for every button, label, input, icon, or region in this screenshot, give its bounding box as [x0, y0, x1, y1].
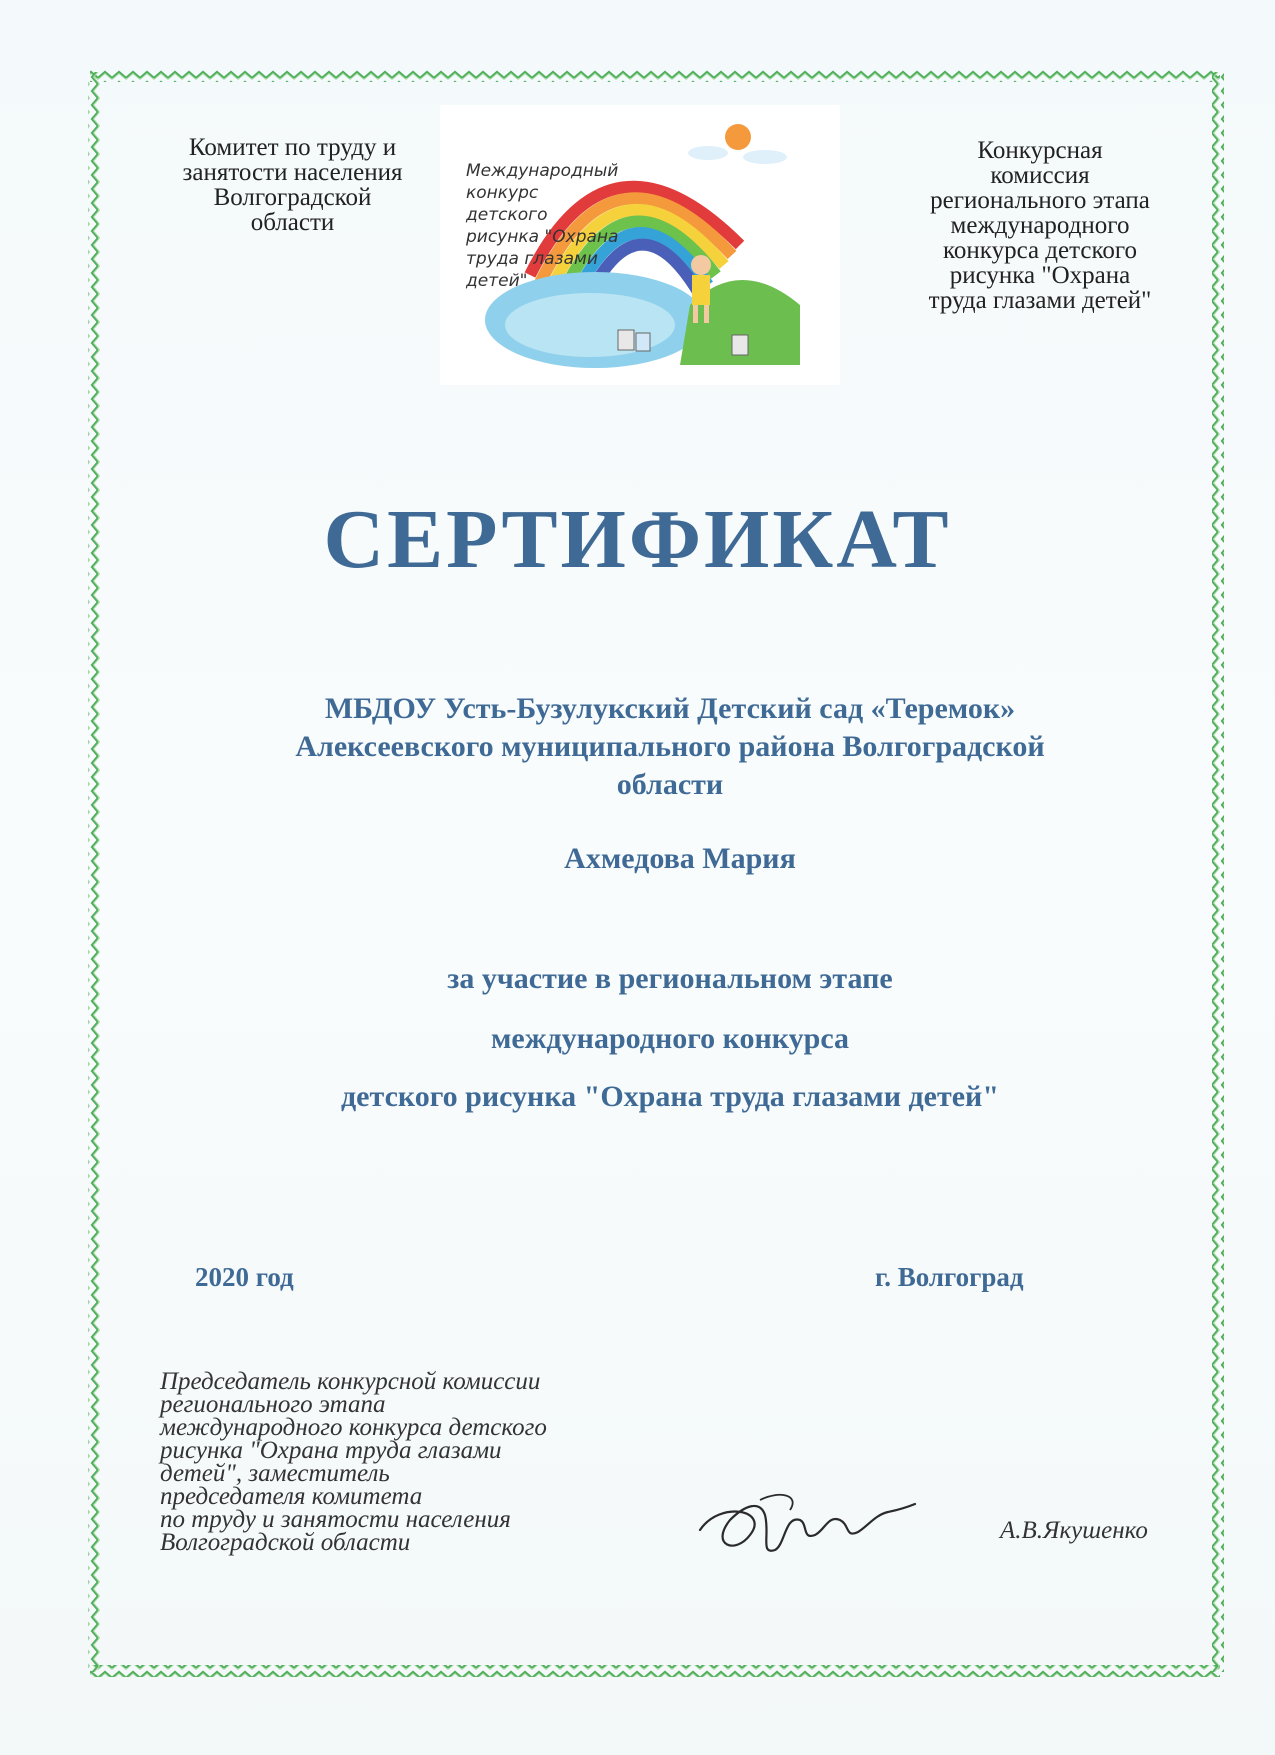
- reason-line-1: за участие в региональном этапе: [447, 962, 893, 995]
- recipient-organization: МБДОУ Усть-Бузулукский Детский сад «Теремок» Алексеевского муниципального района Волгоградской области: [295, 692, 1045, 801]
- child-figure: [692, 275, 710, 305]
- signature-icon: [690, 1460, 920, 1570]
- recipient-name: Ахмедова Мария: [564, 842, 796, 875]
- sun-icon: [725, 124, 751, 150]
- signatory-name: А.В.Якушенко: [1000, 1517, 1148, 1544]
- signatory-position: Председатель конкурсной комиссии регионального этапа международного конкурса детского рисунка "Охрана труда глазами детей", заместитель председателя комитета по труду и занятости населения Волгоградской области: [160, 1368, 547, 1556]
- issue-year: 2020 год: [195, 1262, 294, 1292]
- reason-line-2: международного конкурса: [490, 1022, 850, 1055]
- certificate-title: СЕРТИФИКАТ: [323, 493, 952, 586]
- logo-caption: Международный конкурс детского рисунка "Охрана труда глазами детей": [466, 161, 619, 291]
- commission-name: Конкурсная комиссия регионального этапа международного конкурса детского рисунка "Охрана труда глазами детей": [928, 137, 1152, 314]
- issue-city: г. Волгоград: [875, 1262, 1024, 1292]
- reason-line-3: детского рисунка "Охрана труда глазами детей": [340, 1080, 999, 1113]
- paint-bucket: [618, 330, 634, 350]
- committee-name: Комитет по труду и занятости населения Волгоградской области: [182, 134, 403, 236]
